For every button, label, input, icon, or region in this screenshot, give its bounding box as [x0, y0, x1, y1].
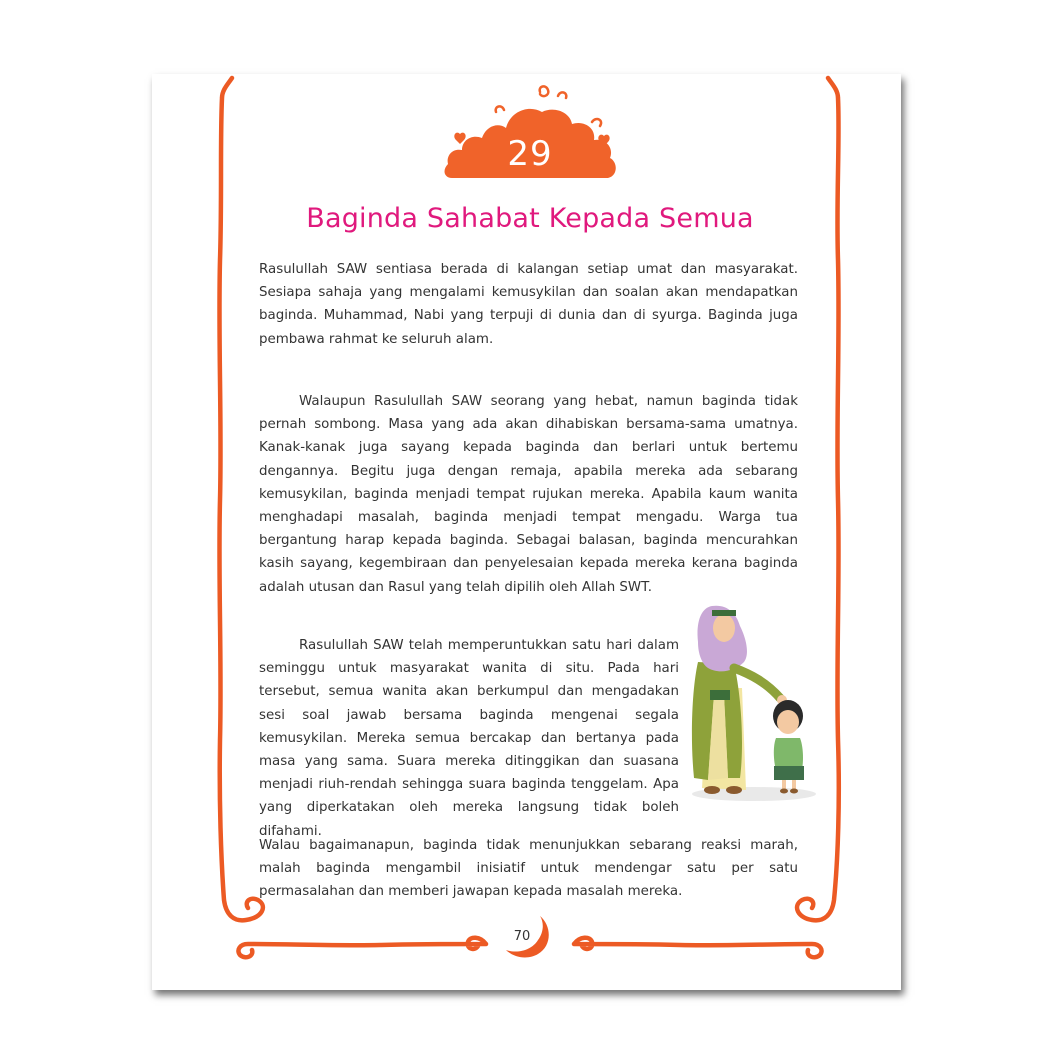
page-number: 70 [513, 929, 531, 944]
paragraph-3: Rasulullah SAW telah memperuntukkan satu hari dalam seminggu untuk masyarakat wanita di situ. Pada hari tersebut, semua wanita akan berkumpul dan mengadakan sesi soal jawab bersama baginda mengenai segala kemusykilan. Mereka semua bercakap dan bertanya pada masa yang sama. Suara mereka ditinggikan dan suasana menjadi riuh-rendah sehingga suara baginda tenggelam. Apa yang diperkatakan oleh mereka langsung tidak boleh difahami. [259, 638, 679, 839]
paragraph-4: Walau bagaimanapun, baginda tidak menunjukkan sebarang reaksi marah, malah baginda mengambil inisiatif untuk mendengar satu per satu permasalahan dan memberi jawapan kepada masalah mereka. [259, 838, 798, 900]
paragraph-1: Rasulullah SAW sentiasa berada di kalangan setiap umat dan masyarakat. Sesiapa sahaja yang mengalami kemusykilan dan soalan akan mendapatkan baginda. Muhammad, Nabi yang terpuji di dunia dan di syurga. Baginda juga pembawa rahmat ke seluruh alam. [259, 262, 798, 347]
woman-and-child-illustration [684, 598, 824, 803]
paragraph-2: Walaupun Rasulullah SAW seorang yang hebat, namun baginda tidak pernah sombong. Masa yang ada akan dihabiskan bersama-sama umatnya. Kanak-kanak juga sayang kepada baginda dan berlari untuk bertemu dengannya. Begitu juga dengan remaja, apabila mereka ada sebarang kemusykilan, baginda menjadi tempat rujukan mereka. Apabila kaum wanita menghadapi masalah, baginda menjadi tempat mengadu. Warga tua bergantung harap kepada baginda. Sebagai balasan, baginda mencurahkan kasih sayang, kegembiraan dan penyelesaian kepada mereka kerana baginda adalah utusan dan Rasul yang telah dipilih oleh Allah SWT. [259, 394, 798, 595]
chapter-title: Baginda Sahabat Kepada Semua [306, 203, 754, 234]
day-label: Hari [508, 32, 552, 56]
day-number: 29 [507, 134, 553, 174]
